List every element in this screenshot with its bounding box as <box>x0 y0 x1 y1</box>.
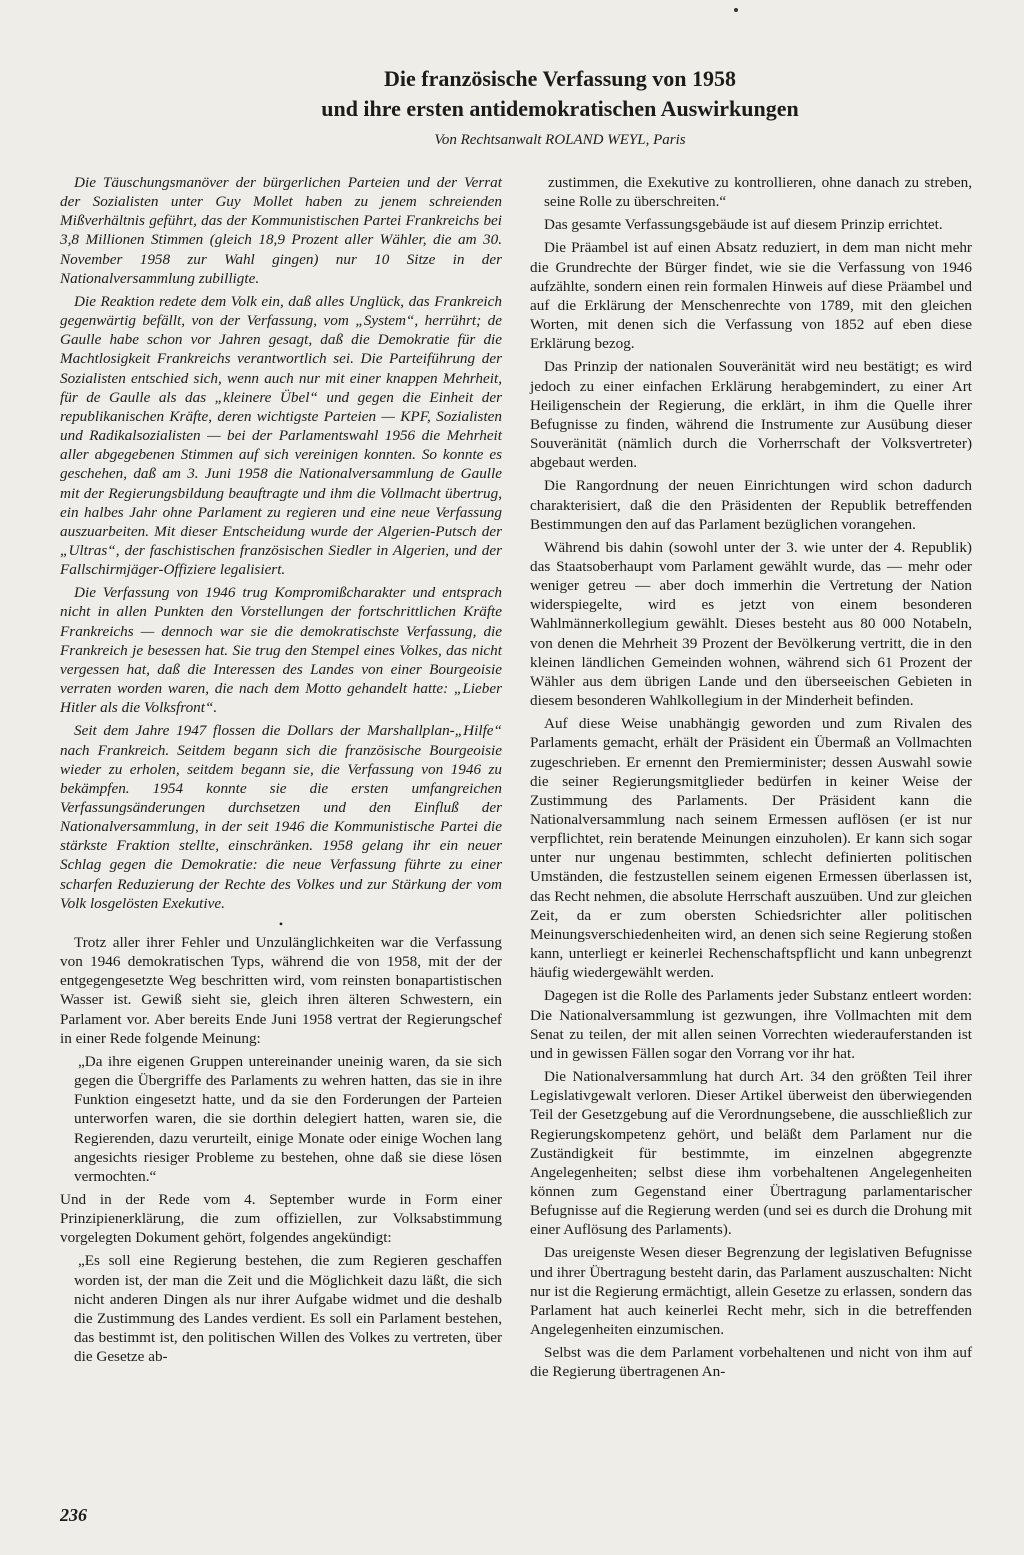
body-paragraph: Die Präambel ist auf einen Absatz reduziert, in dem man nicht mehr die Grundrechte der Bürger findet, wie sie die Verfassung von 1946 aufzählte, sondern einen rein formalen Hinweis auf diese Präambel und auf die Erklärung der Menschenrechte von 1789, mit den gleichen Worten, mit denen sich die Verfassung von 1852 auf eben diese Erklärung bezog. <box>530 239 972 353</box>
block-quote: „Da ihre eigenen Gruppen untereinander uneinig waren, da sie sich gegen die Übergriffe des Parlaments zu wehren hatten, das sie in ihre Funktion eingesetzt hatte, und da sie den Forderungen der Parteien unterworfen waren, die sie dorthin delegiert hatten, waren sie, die Regierenden, dazu verurteilt, einige Monate oder einige Wochen lang angesichts riesiger Probleme zu bestehen, ohne daß sie diese lösen vermochten.“ <box>74 1052 502 1185</box>
body-paragraph: Die Rangordnung der neuen Einrichtungen wird schon dadurch charakterisiert, daß die den Präsidenten der Republik betreffenden Bestimmungen den auf das Parlament bezüglichen vorangehen. <box>530 477 972 533</box>
body-paragraph: Die Nationalversammlung hat durch Art. 34 den größten Teil ihrer Legislativgewalt verloren. Dieser Artikel überweist den überwiegenden Teil der Gesetzgebung auf die Verordnungsebene, die ausschließlich zur Regierungskompetenz gehört, und beläßt dem Parlament nur die Zuständigkeit für bestimmte, im einzelnen abgegrenzte Angelegenheiten; selbst diese ihm vorbehaltenen Angelegenheiten können zum Gegenstand einer Übertragung parlamentarischer Befugnisse auf die Regierung werden (und sei es durch die Drohung mit einer Auflösung des Parlaments). <box>530 1068 972 1239</box>
block-quote-continued: zustimmen, die Exekutive zu kontrollieren, ohne danach zu streben, seine Rolle zu überschreiten.“ <box>544 174 972 211</box>
intro-paragraph: Die Verfassung von 1946 trug Kompromißcharakter und entsprach nicht in allen Punkten den Vorstellungen der fortschrittlichen Kräfte Frankreichs — dennoch war sie die demokratischste Verfassung, die Frankreich je besessen hat. Sie trug den Stempel eines Volkes, das nicht vergessen hat, daß die Interessen des Landes von einer Bourgeoisie verraten worden waren, die nach dem Motto gehandelt hatte: „Lieber Hitler als die Volksfront“. <box>60 584 502 717</box>
body-paragraph: Dagegen ist die Rolle des Parlaments jeder Substanz entleert worden: Die Nationalversammlung ist gezwungen, ihre Vollmachten mit dem Senat zu teilen, der mit allen seinen Vorrechten wiederauferstanden ist und in gewissen Fällen sogar den Vorrang vor ihr hat. <box>530 987 972 1062</box>
article-title-line-2: und ihre ersten antidemokratischen Auswirkungen <box>321 96 799 121</box>
scan-speck <box>734 8 738 12</box>
block-quote: „Es soll eine Regierung bestehen, die zum Regieren geschaffen worden ist, der man die Zeit und die Möglichkeit dazu läßt, die sich nicht anderen Dingen als nur ihrer Aufgabe widmet und die deshalb die Zustimmung des Landes verdient. Es soll ein Parlament bestehen, das bestimmt ist, den politischen Willen des Volkes zu vertreten, über die Gesetze ab- <box>74 1252 502 1366</box>
section-separator: • <box>278 916 284 931</box>
body-paragraph: Selbst was die dem Parlament vorbehaltenen und nicht von ihm auf die Regierung übertragenen An- <box>530 1344 972 1381</box>
article-header <box>170 64 950 149</box>
intro-paragraph: Die Täuschungsmanöver der bürgerlichen Parteien und der Verrat der Sozialisten unter Guy Mollet haben zu jenem schreienden Mißverhältnis geführt, das der Kommunistischen Partei Frankreichs bei 3,8 Millionen Stimmen (gleich 18,9 Prozent aller Wähler, die am 30. November 1958 zur Wahl gingen) nur 10 Sitze in der Nationalversammlung zubilligte. <box>60 174 502 287</box>
page-number: 236 <box>60 1505 87 1525</box>
body-paragraph: Während bis dahin (sowohl unter der 3. wie unter der 4. Republik) das Staatsoberhaupt vom Parlament gewählt wurde, das — mehr oder weniger getreu — aber doch immerhin die Vertretung der Nation widerspiegelte, wird es jetzt von einem besonderen Wahlmännerkollegium gewählt. Dieses besteht aus 80 000 Notabeln, von denen die Mehrheit 39 Prozent der Bevölkerung vertritt, die in den kleinen ländlichen Gemeinden wohnen, während sich 61 Prozent der Wähler aus dem übrigen Lande und den überseeischen Gebieten in diesem besonderen Wahlkollegium in der Minderheit befinden. <box>530 538 972 710</box>
intro-paragraph: Seit dem Jahre 1947 flossen die Dollars der Marshallplan-„Hilfe“ nach Frankreich. Seitdem begann sich die französische Bourgeoisie wieder zu erholen, seitdem begann sie, die Verfassung von 1946 zu bekämpfen. 1954 konnte sie die ersten umfangreichen Verfassungsänderungen durchsetzen und den Einfluß der Nationalversammlung, in der seit 1946 die Kommunistische Partei die stärkste Fraktion stellte, einschränken. 1958 gelang ihr ein neuer Schlag gegen die Demokratie: die neue Verfassung führte zu einer scharfen Reduzierung der Rechte des Volkes und zur Stärkung der vom Volk losgelösten Exekutive. <box>60 722 502 912</box>
right-column <box>530 173 972 1386</box>
body-paragraph: Das gesamte Verfassungsgebäude ist auf diesem Prinzip errichtet. <box>544 216 943 234</box>
article-title-line-1: Die französische Verfassung von 1958 <box>383 66 736 91</box>
left-column <box>60 173 502 1370</box>
body-paragraph: Und in der Rede vom 4. September wurde in Form einer Prinzipienerklärung, die zum offiziellen, zur Volksabstimmung vorgelegten Dokument gehört, folgendes angekündigt: <box>60 1190 502 1247</box>
body-paragraph: Das Prinzip der nationalen Souveränität wird neu bestätigt; es wird jedoch zu einer einfachen Erklärung herabgemindert, zu einer Art Heiligenschein der Regierung, die erklärt, in ihm die Quelle ihrer Befugnisse zu finden, während die Instrumente zur Ausübung dieser Souveränität (nämlich durch die Vorherrschaft der Volksvertreter) abgebaut werden. <box>530 358 972 472</box>
body-paragraph: Trotz aller ihrer Fehler und Unzulänglichkeiten war die Verfassung von 1946 demokratischen Typs, während die von 1958, mit der der entgegengesetzte Weg beschritten wird, vom reinsten bonapartistischen Wasser ist. Gewiß sieht sie, gleich ihren älteren Schwestern, ein Parlament vor. Aber bereits Ende Juni 1958 vertrat der Regierungschef in einer Rede folgende Meinung: <box>60 933 502 1047</box>
intro-paragraph: Die Reaktion redete dem Volk ein, daß alles Unglück, das Frankreich gegenwärtig befällt, von der Verfassung, vom „System“, herrührt; de Gaulle habe schon vor Jahren gesagt, daß die Demokratie für die Machtlosigkeit Frankreichs verantwortlich sei. Die Parteiführung der Sozialisten entschied sich, wenn auch nur mit einer knappen Mehrheit, für de Gaulle als das „kleinere Übel“ und gegen die Einheit der republikanischen Kräfte, deren wichtigste Parteien — KPF, Sozialisten und Radikalsozialisten — bei der Parlamentswahl 1956 die Mehrheit aller abgegebenen Stimmen auf sich vereinigen konnten. So konnte es geschehen, daß am 3. Juni 1958 die Nationalversammlung de Gaulle mit der Regierungsbildung beauftragte und ihm die Vollmacht übertrug, ein halbes Jahr ohne Parlament zu regieren und eine neue Verfassung auszuarbeiten. Mit dieser Entscheidung wurde der Algerien-Putsch der „Ultras“, der faschistischen französischen Siedler in Algerien, und der Fallschirmjäger-Offiziere legalisiert. <box>60 292 502 579</box>
body-paragraph: Auf diese Weise unabhängig geworden und zum Rivalen des Parlaments gemacht, erhält der Präsident ein Übermaß an Vollmachten zugeschrieben. Er ernennt den Premierminister; dessen Auswahl sowie die seiner Regierungsmitglieder bedürfen in keiner Weise der Zustimmung des Parlaments. Der Präsident kann die Nationalversammlung nach seinem Ermessen auflösen (er ist nur verpflichtet, rein beratende Meinungen einzuholen). Er kann sich sogar unter nur ungenau bestimmten, schlecht definierten politischen Umständen, die festzustellen seinem eigenen Ermessen überlassen ist, das Recht nehmen, die absolute Herrschaft auszuüben. Und zur gleichen Zeit, da er zum obersten Schiedsrichter aller politischen Meinungsverschiedenheiten wird, an denen sich seine Regierung stoßen kann, unterliegt er keinerlei Rechenschaftspflicht und kann unbegrenzt häufig wiedergewählt werden. <box>530 715 972 982</box>
body-paragraph: Das ureigenste Wesen dieser Begrenzung der legislativen Befugnisse und ihrer Übertragung besteht darin, das Parlament auszuschalten: Nicht nur ist die Regierung ermächtigt, allein Gesetze zu erlassen, sondern das Parlament hat auch keinerlei Recht mehr, sich in die betreffenden Angelegenheiten einzumischen. <box>530 1244 972 1339</box>
author-byline: Von Rechtsanwalt ROLAND WEYL, Paris <box>434 132 686 148</box>
